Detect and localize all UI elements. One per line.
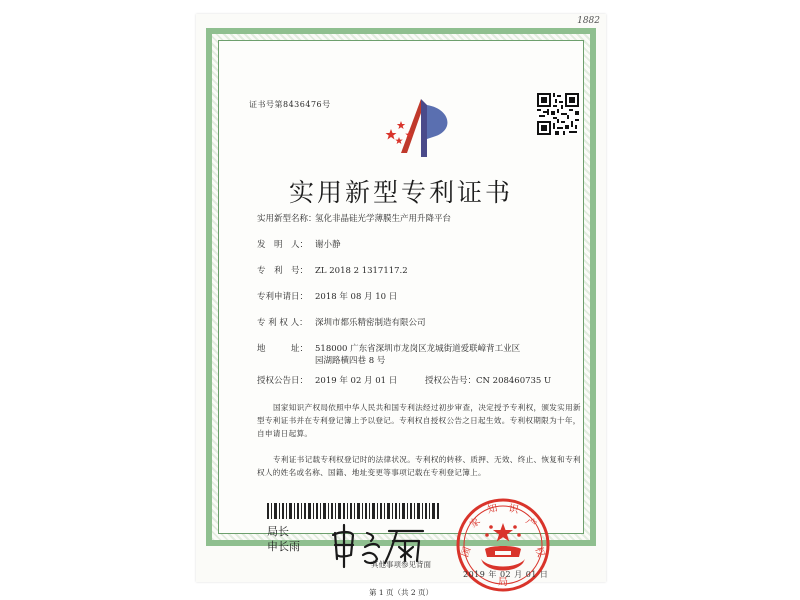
field-label: 地 址：: [257, 344, 309, 354]
field-patent-number: [257, 265, 408, 277]
field-value: 谢小静: [315, 240, 341, 250]
field-value: 深圳市都乐精密制造有限公司: [315, 318, 426, 328]
field-value: ZL 2018 2 1317117.2: [315, 266, 408, 276]
certificate-number-suffix: 号: [322, 100, 331, 109]
patent-office-emblem-icon: [381, 95, 467, 161]
field-label: 专 利 权 人：: [257, 318, 308, 328]
svg-text:国: 国: [459, 545, 474, 559]
field-utility-model-name: [257, 213, 451, 225]
field-application-date: [257, 291, 397, 303]
field-grant-date: [257, 375, 551, 387]
certificate-number-value: 8436476: [283, 100, 323, 109]
page-number: 第 1 页（共 2 页）: [368, 588, 434, 597]
announcement-number: CN 208460735 U: [476, 376, 552, 386]
field-value: 518000 广东省深圳市龙岗区龙城街道爱联嶂背工业区园湖路横四巷 8 号: [315, 344, 521, 366]
svg-text:权: 权: [532, 545, 547, 559]
signer-title: 局长: [267, 525, 289, 538]
seal-date: 2019 年 02 月 01 日: [463, 570, 549, 579]
field-value: 氢化非晶硅光学薄膜生产用升降平台: [315, 214, 452, 224]
svg-text:局: 局: [498, 577, 508, 588]
svg-text:产: 产: [523, 515, 538, 531]
field-label: 实用新型名称：: [257, 214, 317, 224]
barcode-icon: [267, 503, 439, 519]
certificate-title: 实用新型专利证书: [288, 178, 513, 207]
certificate-sheet: [196, 14, 606, 597]
svg-text:知: 知: [486, 503, 499, 516]
announcement-label: 授权公告号：: [425, 376, 477, 386]
svg-text:家: 家: [468, 515, 483, 531]
qr-code-icon: [537, 93, 579, 135]
field-address: [257, 343, 527, 367]
field-label: 专利申请日：: [257, 292, 309, 302]
footer-note: 其他事项参见背面: [371, 560, 431, 569]
certificate-paragraph-2: 专利证书记载专利权登记时的法律状况。专利权的转移、质押、无效、终止、恢复和专利权人的姓名或名称、国籍、地址变更等事项记载在专利登记簿上。: [257, 455, 581, 477]
field-label: 授权公告日：: [257, 376, 309, 386]
signer-name: 申长雨: [267, 540, 300, 553]
certificate-number: [249, 99, 331, 110]
field-value: 2018 年 08 月 10 日: [315, 292, 398, 302]
field-value: 2019 年 02 月 01 日: [315, 376, 398, 386]
field-patentee: [257, 317, 426, 329]
corner-mark: 1882: [577, 16, 600, 26]
certificate-paragraph-1: 国家知识产权局依照中华人民共和国专利法经过初步审查，决定授予专利权，颁发实用新型专利证书并在专利登记簿上予以登记。专利权自授权公告之日起生效。专利权期限为十年，自申请日起算。: [257, 403, 581, 438]
certificate-number-label: 证书号第: [249, 100, 283, 109]
field-inventor: [257, 239, 341, 251]
svg-text:识: 识: [507, 503, 520, 516]
field-label: 专 利 号：: [257, 266, 309, 276]
field-label: 发 明 人：: [257, 240, 309, 250]
